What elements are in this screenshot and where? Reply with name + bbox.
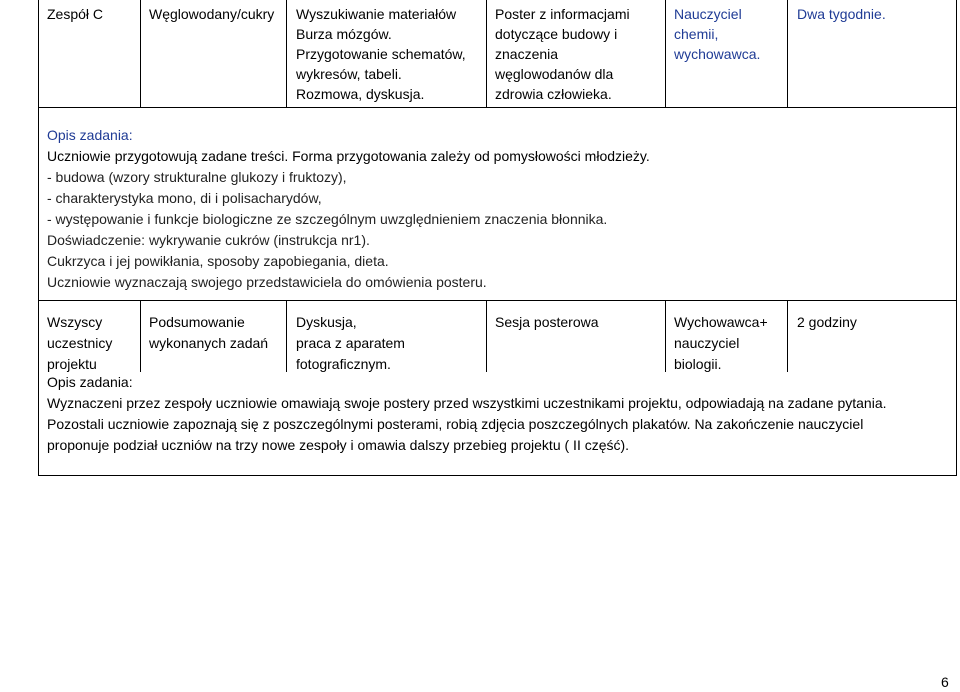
row2-product-text: Sesja posterowa bbox=[495, 314, 599, 330]
row1-col-separator bbox=[665, 0, 666, 107]
task1-representative: Uczniowie wyznaczają swojego przedstawiciela do omówienia posteru. bbox=[47, 274, 487, 290]
row2-topic-line: Podsumowanie bbox=[149, 314, 245, 330]
row2-team-line: projektu bbox=[47, 356, 97, 372]
row1-team-text: Zespół C bbox=[47, 6, 104, 22]
row2-methods-cell bbox=[296, 312, 405, 375]
row2-topic-line: wykonanych zadań bbox=[149, 335, 269, 351]
row2-responsible-cell bbox=[674, 312, 768, 375]
row2-col-separator bbox=[665, 300, 666, 372]
row1-product-line: zdrowia człowieka. bbox=[495, 86, 612, 102]
row2-team-cell bbox=[47, 312, 112, 375]
table-border-left bbox=[38, 0, 39, 476]
row2-methods-line: Dyskusja, bbox=[296, 314, 357, 330]
row1-responsible-line: wychowawca. bbox=[674, 46, 761, 62]
row2-col-separator bbox=[486, 300, 487, 372]
row2-team-line: uczestnicy bbox=[47, 335, 113, 351]
row1-topic-text: Węglowodany/cukry bbox=[149, 6, 275, 22]
row2-duration-text: 2 godziny bbox=[797, 314, 857, 330]
row1-product-cell bbox=[495, 4, 630, 104]
task2-line: Pozostali uczniowie zapoznają się z poszczególnymi posterami, robią zdjęcia poszczególnych plakatów. Na zakończenie nauczyciel bbox=[47, 416, 864, 432]
row1-methods-line: Wyszukiwanie materiałów bbox=[296, 6, 457, 22]
task1-bullet: - budowa (wzory strukturalne glukozy i fruktozy), bbox=[47, 169, 347, 185]
row1-methods-line: wykresów, tabeli. bbox=[296, 66, 402, 82]
row1-team-cell bbox=[47, 4, 103, 24]
task1-heading: Opis zadania: bbox=[47, 127, 133, 143]
row2-topic-cell bbox=[149, 312, 268, 354]
page-number: 6 bbox=[941, 674, 949, 690]
row2-methods-line: praca z aparatem bbox=[296, 335, 405, 351]
row1-product-line: Poster z informacjami bbox=[495, 6, 630, 22]
row1-methods-cell bbox=[296, 4, 466, 104]
task1-bullet: - charakterystyka mono, di i polisacharydów, bbox=[47, 190, 322, 206]
row1-product-line: znaczenia bbox=[495, 46, 559, 62]
row1-methods-line: Rozmowa, dyskusja. bbox=[296, 86, 425, 102]
task1-diabetes: Cukrzyca i jej powikłania, sposoby zapobiegania, dieta. bbox=[47, 253, 389, 269]
task1-bottom-border bbox=[38, 300, 957, 301]
row1-responsible-line: Nauczyciel bbox=[674, 6, 742, 22]
task2-heading: Opis zadania: bbox=[47, 374, 133, 390]
row1-col-separator bbox=[286, 0, 287, 107]
row2-col-separator bbox=[140, 300, 141, 372]
table-border-right bbox=[956, 0, 957, 476]
task2-description bbox=[47, 372, 887, 456]
row1-col-separator bbox=[787, 0, 788, 107]
task2-line: Wyznaczeni przez zespoły uczniowie omawiają swoje postery przed wszystkimi uczestnikami projektu, odpowiadają na zadane pytania. bbox=[47, 395, 887, 411]
row2-methods-line: fotograficznym. bbox=[296, 356, 391, 372]
row1-methods-line: Burza mózgów. bbox=[296, 26, 392, 42]
row2-responsible-line: biologii. bbox=[674, 356, 722, 372]
row2-responsible-line: nauczyciel bbox=[674, 335, 740, 351]
row2-team-line: Wszyscy bbox=[47, 314, 103, 330]
row1-product-line: węglowodanów dla bbox=[495, 66, 614, 82]
row1-bottom-border bbox=[38, 107, 957, 108]
row2-col-separator bbox=[787, 300, 788, 372]
row1-product-line: dotyczące budowy i bbox=[495, 26, 618, 42]
row2-col-separator bbox=[286, 300, 287, 372]
row1-responsible-cell bbox=[674, 4, 760, 64]
row1-methods-line: Przygotowanie schematów, bbox=[296, 46, 466, 62]
table-bottom-border bbox=[38, 475, 957, 476]
row1-responsible-line: chemii, bbox=[674, 26, 719, 42]
row2-responsible-line: Wychowawca+ bbox=[674, 314, 768, 330]
row2-duration-cell bbox=[797, 312, 857, 333]
task1-description bbox=[47, 125, 650, 292]
row1-col-separator bbox=[140, 0, 141, 107]
task1-bullet: - występowanie i funkcje biologiczne ze szczególnym uwzględnieniem znaczenia błonnika. bbox=[47, 211, 608, 227]
task2-line: proponuje podział uczniów na trzy nowe zespoły i omawia dalszy przebieg projektu ( II część). bbox=[47, 437, 630, 453]
row1-duration-cell bbox=[797, 4, 886, 24]
row1-duration-text: Dwa tygodnie. bbox=[797, 6, 886, 22]
task1-intro: Uczniowie przygotowują zadane treści. Forma przygotowania zależy od pomysłowości młodzieży. bbox=[47, 148, 650, 164]
row1-col-separator bbox=[486, 0, 487, 107]
row1-topic-cell bbox=[149, 4, 274, 24]
task1-experiment: Doświadczenie: wykrywanie cukrów (instrukcja nr1). bbox=[47, 232, 370, 248]
row2-product-cell bbox=[495, 312, 599, 333]
